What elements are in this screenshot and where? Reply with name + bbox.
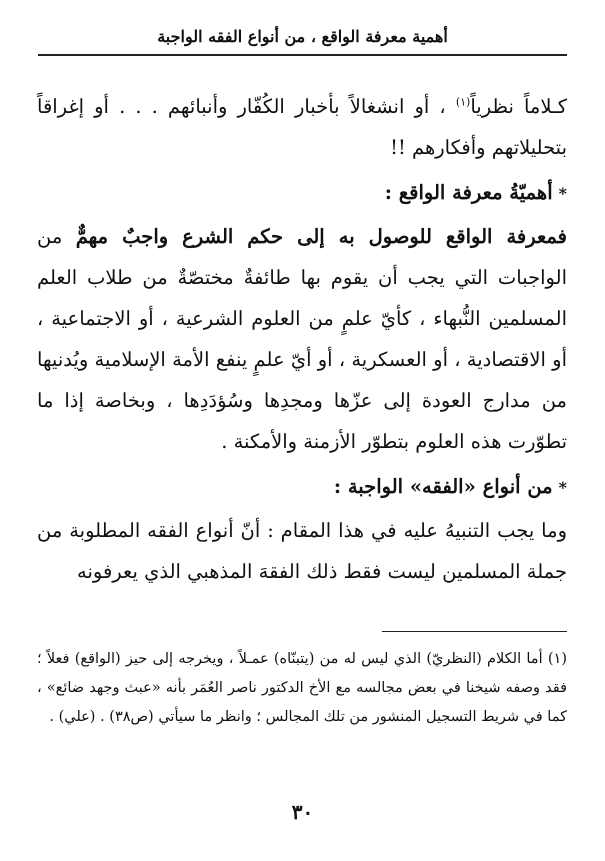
footnote — [37, 645, 567, 732]
paragraph-1-end: ، أو انشغالاً بأخبار الكُفّار وأنبائهم . . . أو إغراقاً بتحليلاتهم وأفكارهم !! — [37, 95, 567, 159]
paragraph-3: وما يجب التنبيهُ عليه في هذا المقام : أنّ أنواع الفقه المطلوبة من جملة المسلمين ليست فقط ذلك الفقهَ المذهبي الذي يعرفونه — [37, 519, 567, 583]
section-heading-fiqh-types-text: من أنواع «الفقه» الواجبة : — [333, 475, 553, 498]
section-heading-fiqh-types — [37, 466, 567, 508]
section-heading-importance — [37, 172, 567, 214]
footnote-rule — [382, 631, 567, 632]
paragraph-1 — [37, 86, 567, 168]
page-number: ٣٠ — [291, 800, 314, 824]
footnote-text: (١) أما الكلام (النظريّ) الذي ليس له من (يتبنّاه) عمـلاً ، ويخرجه إلى حيز (الواقع) فعلاً ؛ فقد وصفه شيخنا في بعض مجالسه مع الأخ الدكتور ناصر العُمَر بأنه «عبث وجهد ضائع» ، كما في شريط التسجيل المنشور من تلك المجالس ؛ وانظر ما سيأتي (ص٣٨) . (علي) . — [37, 651, 567, 725]
asterisk-icon: * — [558, 184, 567, 203]
paragraph-1-start: كـلاماً نظرياً — [470, 95, 567, 118]
asterisk-icon: * — [558, 478, 567, 497]
paragraph-2-body: من الواجبات التي يجب أن يقوم بها طائفةٌ مختصّةٌ من طلاب العلم المسلمين النُّبهاء ، كأيّ علمٍ من العلوم الشرعية ، أو الاجتماعية ، أو الاقتصادية ، أو العسكرية ، أو أيّ علمٍ ينفع الأمة الإسلامية ويُدنيها من مدارج العودة إلى عزّها ومجدِها وسُؤدَدِها ، وبخاصة إذا ما تطوّرت هذه العلوم بتطوّر الأزمنة والأمكنة . — [37, 225, 567, 453]
footnote-reference: (١) — [455, 95, 471, 109]
header-rule — [38, 54, 567, 56]
running-header: أهمية معرفة الواقع ، من أنواع الفقه الواجبة — [157, 27, 448, 46]
body-text — [37, 86, 567, 592]
paragraph-2-lead: فمعرفة الواقع للوصول به إلى حكم الشرع واجبٌ مهمٌّ — [75, 225, 567, 248]
paragraph-2 — [37, 216, 567, 462]
section-heading-importance-text: أهميّةُ معرفة الواقع : — [384, 181, 553, 204]
